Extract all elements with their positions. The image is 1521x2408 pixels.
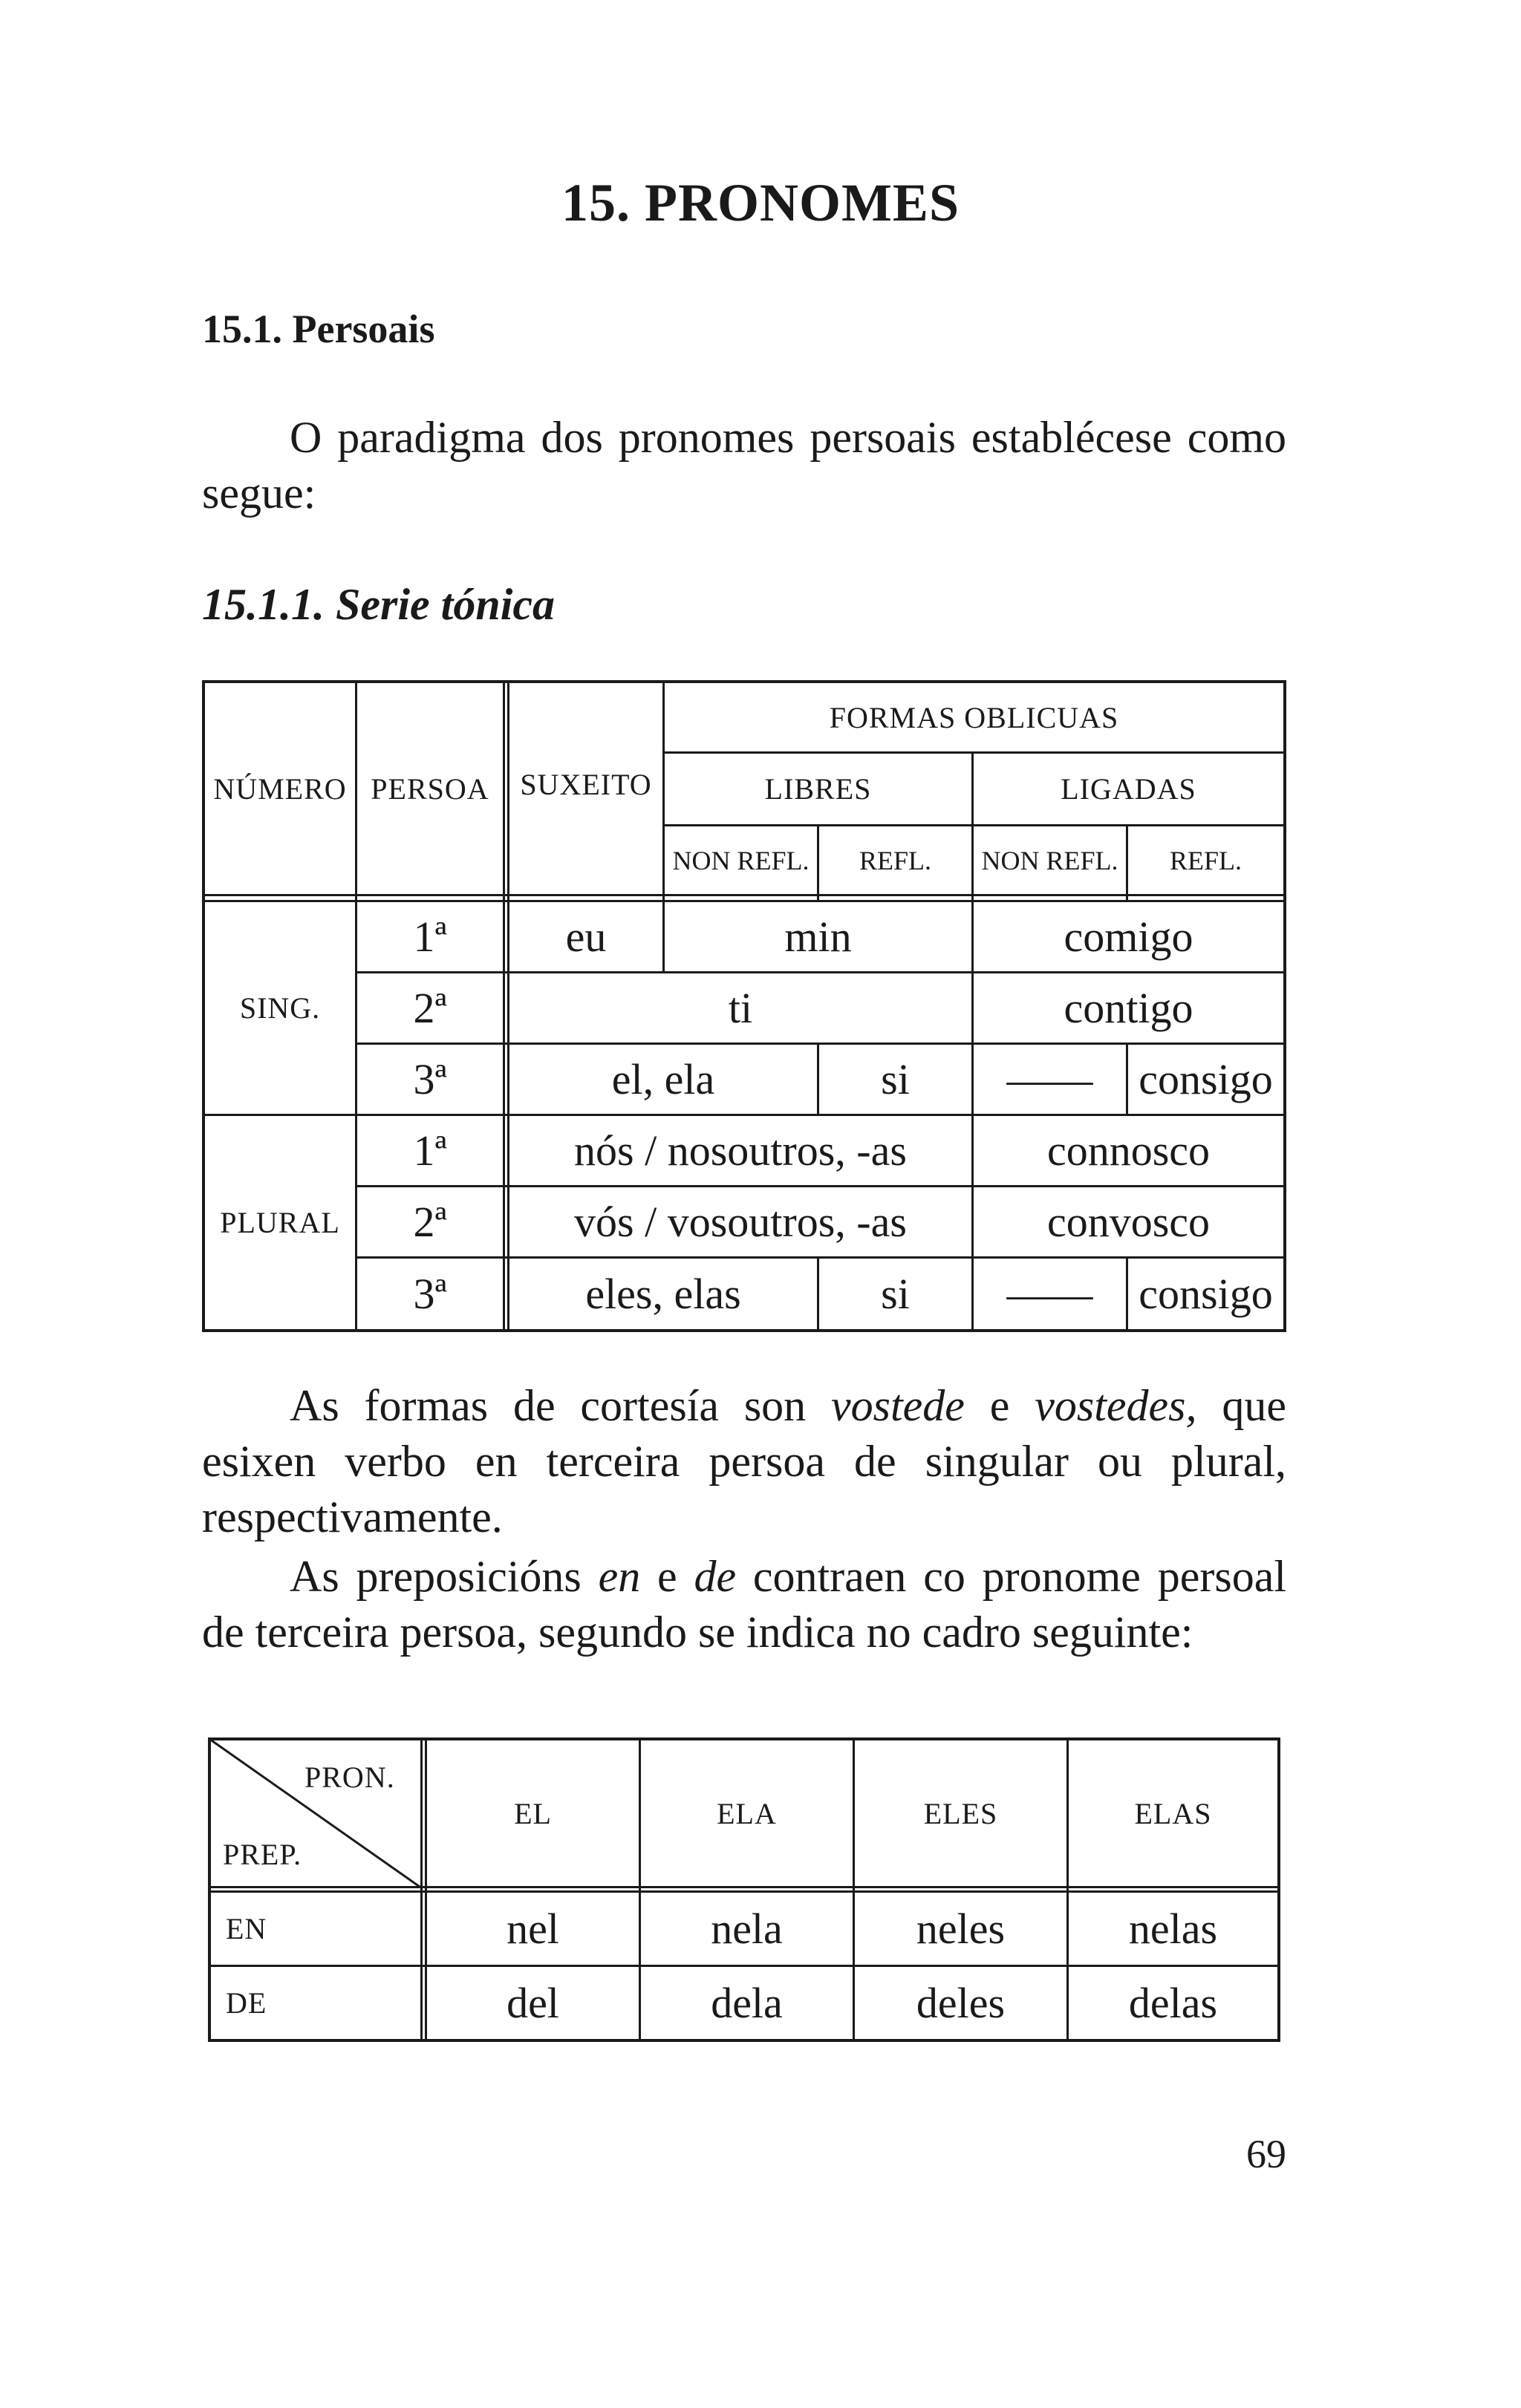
group-plural: PLURAL bbox=[220, 1206, 340, 1239]
row4-ligadas: connosco bbox=[1046, 1126, 1211, 1175]
cell-del: del bbox=[507, 1979, 559, 2027]
header-formas-oblicuas: FORMAS OBLICUAS bbox=[829, 700, 1119, 734]
cell-nela: nela bbox=[711, 1905, 783, 1953]
cell-nelas: nelas bbox=[1128, 1905, 1218, 1953]
header-libres: LIBRES bbox=[764, 772, 872, 806]
row5-persoa: 2ª bbox=[413, 1198, 447, 1246]
row5-suxeito-libres: vós / vosoutros, -as bbox=[574, 1198, 907, 1246]
row6-libres-refl: si bbox=[881, 1270, 910, 1318]
intro-text: O paradigma dos pronomes persoais establécese como segue: bbox=[202, 413, 1286, 518]
row3-suxeito: el, ela bbox=[611, 1055, 715, 1103]
row4-persoa: 1ª bbox=[413, 1126, 447, 1175]
courtesy-paragraph bbox=[202, 1378, 1286, 1545]
row3-libres-refl: si bbox=[881, 1055, 910, 1103]
row1-libres: min bbox=[784, 913, 852, 961]
row2-persoa: 2ª bbox=[413, 984, 447, 1032]
header-libres-refl: REFL. bbox=[859, 845, 931, 875]
intro-paragraph bbox=[202, 410, 1286, 521]
chapter-title: 15. PRONOMES bbox=[561, 173, 960, 232]
courtesy-text-2: e bbox=[964, 1381, 1035, 1430]
cell-dela: dela bbox=[711, 1979, 783, 2027]
col-header-el: EL bbox=[514, 1796, 552, 1830]
row3-ligadas-non-refl: —— bbox=[1006, 1055, 1093, 1103]
page-number: 69 bbox=[1246, 2132, 1286, 2176]
header-suxeito: SUXEITO bbox=[520, 767, 652, 801]
row6-ligadas-non-refl: —— bbox=[1006, 1270, 1093, 1318]
row4-suxeito-libres: nós / nosoutros, -as bbox=[574, 1126, 907, 1175]
col-header-ela: ELA bbox=[717, 1796, 777, 1830]
row2-ligadas: contigo bbox=[1064, 984, 1193, 1032]
header-ligadas-refl: REFL. bbox=[1169, 845, 1242, 875]
contraction-text-3: contraen co pronome persoal de terceira persoa, segundo se indica no cadro seguinte: bbox=[202, 1552, 1286, 1657]
header-persoa: PERSOA bbox=[371, 771, 489, 806]
header-libres-non-refl: NON REFL. bbox=[672, 845, 810, 875]
contractions-table bbox=[208, 1738, 1280, 2042]
row-header-de: DE bbox=[226, 1986, 267, 2020]
row1-persoa: 1ª bbox=[413, 913, 447, 961]
header-ligadas: LIGADAS bbox=[1061, 772, 1196, 806]
row2-suxeito-libres: ti bbox=[728, 984, 753, 1032]
personal-pronouns-table bbox=[202, 680, 1286, 1332]
row3-ligadas-refl: consigo bbox=[1139, 1055, 1273, 1103]
row6-ligadas-refl: consigo bbox=[1139, 1270, 1273, 1318]
courtesy-text-3: que esixen verbo en terceira persoa de singular ou plural, respectivamente. bbox=[202, 1381, 1286, 1541]
col-header-elas: ELAS bbox=[1134, 1796, 1212, 1830]
courtesy-em-vostede: vostede bbox=[831, 1381, 965, 1430]
contraction-text-1: As preposicións bbox=[290, 1552, 599, 1601]
courtesy-text-1: As formas de cortesía son bbox=[290, 1381, 832, 1430]
row1-ligadas: comigo bbox=[1064, 913, 1193, 961]
contraction-paragraph bbox=[202, 1549, 1286, 1660]
courtesy-em-vostedes: vostedes, bbox=[1035, 1381, 1197, 1430]
cell-nel: nel bbox=[507, 1905, 559, 1953]
subsection-title: 15.1.1. Serie tónica bbox=[202, 580, 555, 629]
row6-suxeito: eles, elas bbox=[585, 1270, 741, 1318]
corner-prep: PREP. bbox=[223, 1838, 302, 1871]
row1-suxeito: eu bbox=[565, 913, 607, 961]
row-header-en: EN bbox=[226, 1912, 267, 1945]
group-sing: SING. bbox=[239, 991, 321, 1025]
header-ligadas-non-refl: NON REFL. bbox=[981, 845, 1118, 875]
contraction-em-en: en bbox=[598, 1552, 641, 1601]
cell-neles: neles bbox=[916, 1905, 1006, 1953]
corner-pron: PRON. bbox=[304, 1761, 395, 1794]
contraction-text-2: e bbox=[640, 1552, 694, 1601]
row3-persoa: 3ª bbox=[413, 1055, 447, 1103]
row5-ligadas: convosco bbox=[1046, 1198, 1211, 1246]
section-title: 15.1. Persoais bbox=[202, 307, 435, 351]
cell-delas: delas bbox=[1128, 1979, 1218, 2027]
contraction-em-de: de bbox=[694, 1552, 737, 1601]
cell-deles: deles bbox=[916, 1979, 1006, 2027]
row6-persoa: 3ª bbox=[413, 1270, 447, 1318]
header-numero: NÚMERO bbox=[213, 771, 347, 806]
col-header-eles: ELES bbox=[923, 1796, 998, 1830]
